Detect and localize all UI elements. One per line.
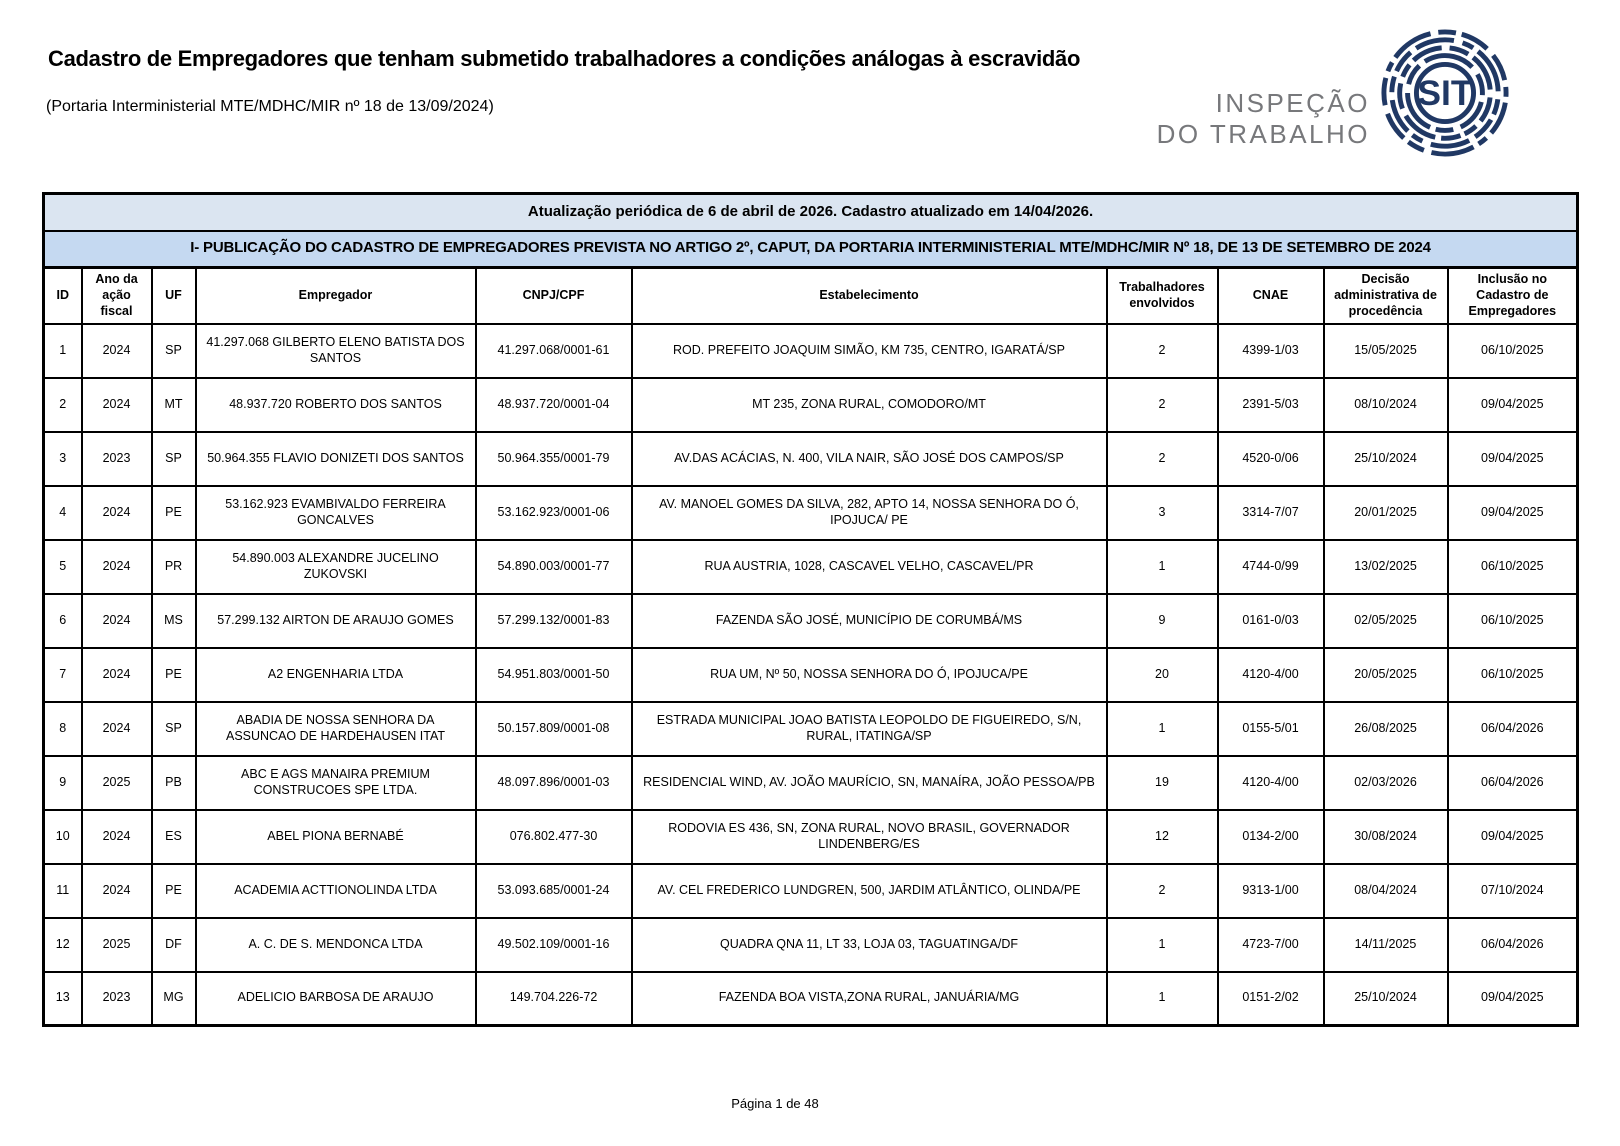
cell-estabelecimento: RODOVIA ES 436, SN, ZONA RURAL, NOVO BRASIL, GOVERNADOR LINDENBERG/ES — [632, 810, 1107, 864]
cell-estabelecimento: QUADRA QNA 11, LT 33, LOJA 03, TAGUATINGA/DF — [632, 918, 1107, 972]
col-header-inclusao-cadastro: Inclusão no Cadastro de Empregadores — [1448, 268, 1578, 324]
cell-cnpj-cpf: 41.297.068/0001-61 — [476, 324, 632, 378]
cell-estabelecimento: ROD. PREFEITO JOAQUIM SIMÃO, KM 735, CENTRO, IGARATÁ/SP — [632, 324, 1107, 378]
col-header-cnae: CNAE — [1218, 268, 1324, 324]
cell-uf: DF — [152, 918, 196, 972]
cell-trabalhadores-envolvidos: 2 — [1107, 864, 1218, 918]
cell-cnae: 3314-7/07 — [1218, 486, 1324, 540]
col-header-cnpj-cpf: CNPJ/CPF — [476, 268, 632, 324]
cell-trabalhadores-envolvidos: 1 — [1107, 702, 1218, 756]
col-header-estabelecimento: Estabelecimento — [632, 268, 1107, 324]
cell-inclusao-cadastro: 09/04/2025 — [1448, 810, 1578, 864]
cell-ano-acao-fiscal: 2025 — [82, 756, 152, 810]
cell-id: 10 — [44, 810, 82, 864]
cell-uf: ES — [152, 810, 196, 864]
cell-cnpj-cpf: 53.093.685/0001-24 — [476, 864, 632, 918]
cell-uf: MT — [152, 378, 196, 432]
cell-cnpj-cpf: 149.704.226-72 — [476, 972, 632, 1026]
table-row — [44, 810, 1578, 864]
cell-cnae: 4520-0/06 — [1218, 432, 1324, 486]
page-number: Página 1 de 48 — [731, 1096, 819, 1111]
cell-decisao-administrativa: 25/10/2024 — [1324, 432, 1448, 486]
inspecao-do-trabalho-wordmark: INSPEÇÃO DO TRABALHO — [1156, 88, 1370, 149]
table-row — [44, 918, 1578, 972]
cell-cnae: 4120-4/00 — [1218, 756, 1324, 810]
update-notice-band — [44, 194, 1578, 231]
cell-ano-acao-fiscal: 2024 — [82, 540, 152, 594]
cell-cnae: 4399-1/03 — [1218, 324, 1324, 378]
sit-badge-icon — [1380, 28, 1510, 158]
cell-trabalhadores-envolvidos: 2 — [1107, 432, 1218, 486]
cell-id: 13 — [44, 972, 82, 1026]
cell-empregador: 54.890.003 ALEXANDRE JUCELINO ZUKOVSKI — [196, 540, 476, 594]
cell-decisao-administrativa: 08/04/2024 — [1324, 864, 1448, 918]
cell-uf: SP — [152, 432, 196, 486]
cell-trabalhadores-envolvidos: 1 — [1107, 540, 1218, 594]
cell-cnpj-cpf: 50.157.809/0001-08 — [476, 702, 632, 756]
cell-estabelecimento: RESIDENCIAL WIND, AV. JOÃO MAURÍCIO, SN, MANAÍRA, JOÃO PESSOA/PB — [632, 756, 1107, 810]
cell-trabalhadores-envolvidos: 3 — [1107, 486, 1218, 540]
cell-inclusao-cadastro: 06/10/2025 — [1448, 540, 1578, 594]
cell-empregador: A2 ENGENHARIA LTDA — [196, 648, 476, 702]
cell-trabalhadores-envolvidos: 12 — [1107, 810, 1218, 864]
cell-estabelecimento: MT 235, ZONA RURAL, COMODORO/MT — [632, 378, 1107, 432]
cell-empregador: ADELICIO BARBOSA DE ARAUJO — [196, 972, 476, 1026]
cell-cnae: 0151-2/02 — [1218, 972, 1324, 1026]
cell-empregador: 57.299.132 AIRTON DE ARAUJO GOMES — [196, 594, 476, 648]
cell-ano-acao-fiscal: 2023 — [82, 432, 152, 486]
cell-cnpj-cpf: 48.937.720/0001-04 — [476, 378, 632, 432]
cell-trabalhadores-envolvidos: 1 — [1107, 918, 1218, 972]
cell-decisao-administrativa: 25/10/2024 — [1324, 972, 1448, 1026]
cell-decisao-administrativa: 30/08/2024 — [1324, 810, 1448, 864]
cell-estabelecimento: FAZENDA BOA VISTA,ZONA RURAL, JANUÁRIA/MG — [632, 972, 1107, 1026]
page-subtitle: (Portaria Interministerial MTE/MDHC/MIR nº 18 de 13/09/2024) — [46, 98, 494, 115]
cell-cnae: 4744-0/99 — [1218, 540, 1324, 594]
cell-id: 5 — [44, 540, 82, 594]
cell-trabalhadores-envolvidos: 9 — [1107, 594, 1218, 648]
table-row — [44, 432, 1578, 486]
cell-id: 12 — [44, 918, 82, 972]
cell-ano-acao-fiscal: 2024 — [82, 594, 152, 648]
cell-estabelecimento: RUA AUSTRIA, 1028, CASCAVEL VELHO, CASCAVEL/PR — [632, 540, 1107, 594]
cell-decisao-administrativa: 26/08/2025 — [1324, 702, 1448, 756]
cell-uf: PR — [152, 540, 196, 594]
update-notice: Atualização periódica de 6 de abril de 2026. Cadastro atualizado em 14/04/2026. — [44, 194, 1578, 231]
cell-estabelecimento: AV. MANOEL GOMES DA SILVA, 282, APTO 14, NOSSA SENHORA DO Ó, IPOJUCA/ PE — [632, 486, 1107, 540]
cell-ano-acao-fiscal: 2023 — [82, 972, 152, 1026]
col-header-decisao-administrativa: Decisão administrativa de procedência — [1324, 268, 1448, 324]
cell-id: 7 — [44, 648, 82, 702]
cell-uf: MG — [152, 972, 196, 1026]
cell-decisao-administrativa: 20/01/2025 — [1324, 486, 1448, 540]
cell-id: 3 — [44, 432, 82, 486]
cell-trabalhadores-envolvidos: 20 — [1107, 648, 1218, 702]
table-row — [44, 648, 1578, 702]
cell-trabalhadores-envolvidos: 19 — [1107, 756, 1218, 810]
cell-uf: SP — [152, 702, 196, 756]
cell-empregador: ACADEMIA ACTTIONOLINDA LTDA — [196, 864, 476, 918]
col-header-id: ID — [44, 268, 82, 324]
cell-id: 1 — [44, 324, 82, 378]
table-row — [44, 702, 1578, 756]
cell-inclusao-cadastro: 06/04/2026 — [1448, 756, 1578, 810]
cell-empregador: A. C. DE S. MENDONCA LTDA — [196, 918, 476, 972]
cell-id: 8 — [44, 702, 82, 756]
section-title: I- PUBLICAÇÃO DO CADASTRO DE EMPREGADORES PREVISTA NO ARTIGO 2º, CAPUT, DA PORTARIA INTERMINISTERIAL MTE/MDHC/MIR Nº 18, DE 13 DE SETEMBRO DE 2024 — [44, 231, 1578, 268]
cell-id: 6 — [44, 594, 82, 648]
column-header-row — [44, 268, 1578, 324]
cell-cnpj-cpf: 54.951.803/0001-50 — [476, 648, 632, 702]
table-row — [44, 540, 1578, 594]
col-header-empregador: Empregador — [196, 268, 476, 324]
col-header-uf: UF — [152, 268, 196, 324]
cell-ano-acao-fiscal: 2024 — [82, 378, 152, 432]
cell-cnpj-cpf: 076.802.477-30 — [476, 810, 632, 864]
cell-estabelecimento: AV. CEL FREDERICO LUNDGREN, 500, JARDIM ATLÂNTICO, OLINDA/PE — [632, 864, 1107, 918]
cell-cnae: 9313-1/00 — [1218, 864, 1324, 918]
cell-inclusao-cadastro: 06/10/2025 — [1448, 324, 1578, 378]
cell-id: 4 — [44, 486, 82, 540]
cell-decisao-administrativa: 02/05/2025 — [1324, 594, 1448, 648]
cell-ano-acao-fiscal: 2024 — [82, 864, 152, 918]
col-header-ano-acao-fiscal: Ano da ação fiscal — [82, 268, 152, 324]
cell-cnpj-cpf: 54.890.003/0001-77 — [476, 540, 632, 594]
cell-cnpj-cpf: 49.502.109/0001-16 — [476, 918, 632, 972]
cell-decisao-administrativa: 14/11/2025 — [1324, 918, 1448, 972]
col-header-trabalhadores-envolvidos: Trabalhadores envolvidos — [1107, 268, 1218, 324]
table-row — [44, 486, 1578, 540]
section-title-band — [44, 231, 1578, 268]
cell-trabalhadores-envolvidos: 2 — [1107, 324, 1218, 378]
table-row — [44, 594, 1578, 648]
cell-cnae: 0161-0/03 — [1218, 594, 1324, 648]
cell-ano-acao-fiscal: 2024 — [82, 486, 152, 540]
cell-id: 11 — [44, 864, 82, 918]
cell-cnpj-cpf: 53.162.923/0001-06 — [476, 486, 632, 540]
cell-cnae: 0134-2/00 — [1218, 810, 1324, 864]
table-row — [44, 972, 1578, 1026]
cell-estabelecimento: AV.DAS ACÁCIAS, N. 400, VILA NAIR, SÃO JOSÉ DOS CAMPOS/SP — [632, 432, 1107, 486]
employers-table — [42, 192, 1579, 1027]
cell-cnae: 0155-5/01 — [1218, 702, 1324, 756]
cell-ano-acao-fiscal: 2024 — [82, 648, 152, 702]
sit-badge-text: SIT — [1417, 72, 1473, 113]
cell-empregador: 48.937.720 ROBERTO DOS SANTOS — [196, 378, 476, 432]
page-title: Cadastro de Empregadores que tenham submetido trabalhadores a condições análogas à escravidão — [48, 46, 1081, 71]
cell-empregador: ABC E AGS MANAIRA PREMIUM CONSTRUCOES SPE LTDA. — [196, 756, 476, 810]
cell-id: 2 — [44, 378, 82, 432]
cell-cnae: 2391-5/03 — [1218, 378, 1324, 432]
cell-uf: PE — [152, 486, 196, 540]
cell-trabalhadores-envolvidos: 2 — [1107, 378, 1218, 432]
sit-logo — [1157, 28, 1510, 158]
cell-id: 9 — [44, 756, 82, 810]
cell-uf: SP — [152, 324, 196, 378]
cell-ano-acao-fiscal: 2024 — [82, 324, 152, 378]
cell-trabalhadores-envolvidos: 1 — [1107, 972, 1218, 1026]
cell-cnpj-cpf: 50.964.355/0001-79 — [476, 432, 632, 486]
cell-cnae: 4120-4/00 — [1218, 648, 1324, 702]
cell-inclusao-cadastro: 06/04/2026 — [1448, 702, 1578, 756]
cell-inclusao-cadastro: 09/04/2025 — [1448, 432, 1578, 486]
cell-inclusao-cadastro: 06/10/2025 — [1448, 594, 1578, 648]
table-row — [44, 378, 1578, 432]
table-row — [44, 756, 1578, 810]
cell-ano-acao-fiscal: 2025 — [82, 918, 152, 972]
cell-uf: PB — [152, 756, 196, 810]
cell-estabelecimento: ESTRADA MUNICIPAL JOAO BATISTA LEOPOLDO DE FIGUEIREDO, S/N, RURAL, ITATINGA/SP — [632, 702, 1107, 756]
table-body — [44, 324, 1578, 1026]
cell-ano-acao-fiscal: 2024 — [82, 810, 152, 864]
cell-inclusao-cadastro: 06/04/2026 — [1448, 918, 1578, 972]
cell-empregador: 53.162.923 EVAMBIVALDO FERREIRA GONCALVES — [196, 486, 476, 540]
cell-cnae: 4723-7/00 — [1218, 918, 1324, 972]
cell-empregador: 41.297.068 GILBERTO ELENO BATISTA DOS SANTOS — [196, 324, 476, 378]
cell-estabelecimento: RUA UM, Nº 50, NOSSA SENHORA DO Ó, IPOJUCA/PE — [632, 648, 1107, 702]
cell-cnpj-cpf: 57.299.132/0001-83 — [476, 594, 632, 648]
table-row — [44, 864, 1578, 918]
cell-uf: PE — [152, 648, 196, 702]
cell-empregador: ABADIA DE NOSSA SENHORA DA ASSUNCAO DE HARDEHAUSEN ITAT — [196, 702, 476, 756]
cell-decisao-administrativa: 20/05/2025 — [1324, 648, 1448, 702]
cell-inclusao-cadastro: 09/04/2025 — [1448, 378, 1578, 432]
cell-empregador: 50.964.355 FLAVIO DONIZETI DOS SANTOS — [196, 432, 476, 486]
cell-inclusao-cadastro: 09/04/2025 — [1448, 972, 1578, 1026]
cell-decisao-administrativa: 13/02/2025 — [1324, 540, 1448, 594]
cell-decisao-administrativa: 08/10/2024 — [1324, 378, 1448, 432]
cell-decisao-administrativa: 15/05/2025 — [1324, 324, 1448, 378]
cell-ano-acao-fiscal: 2024 — [82, 702, 152, 756]
cell-cnpj-cpf: 48.097.896/0001-03 — [476, 756, 632, 810]
cell-decisao-administrativa: 02/03/2026 — [1324, 756, 1448, 810]
table-row — [44, 324, 1578, 378]
cell-uf: PE — [152, 864, 196, 918]
cell-uf: MS — [152, 594, 196, 648]
cell-empregador: ABEL PIONA BERNABÉ — [196, 810, 476, 864]
cell-estabelecimento: FAZENDA SÃO JOSÉ, MUNICÍPIO DE CORUMBÁ/MS — [632, 594, 1107, 648]
cell-inclusao-cadastro: 07/10/2024 — [1448, 864, 1578, 918]
cell-inclusao-cadastro: 09/04/2025 — [1448, 486, 1578, 540]
cell-inclusao-cadastro: 06/10/2025 — [1448, 648, 1578, 702]
